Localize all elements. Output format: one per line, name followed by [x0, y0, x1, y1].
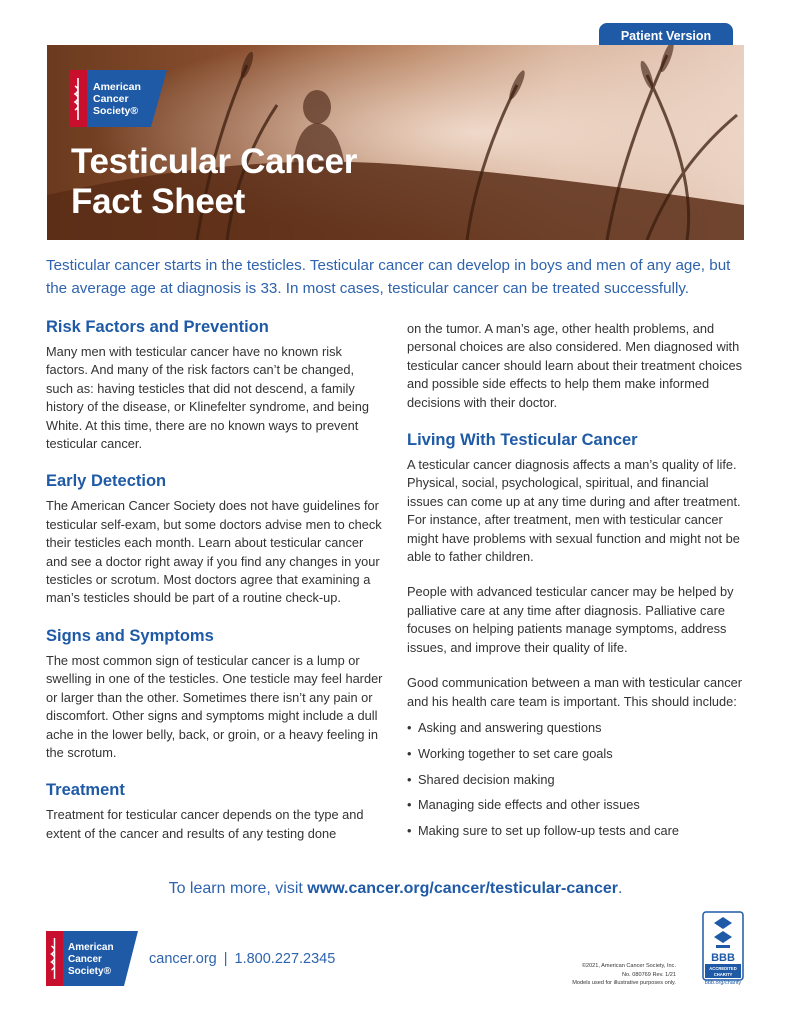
heading-early-detection: Early Detection [46, 472, 167, 491]
contact-divider: | [223, 951, 228, 967]
learn-more-suffix: . [617, 880, 623, 897]
section-treatment [46, 779, 384, 843]
body-treatment-start: Treatment for testicular cancer depends on the type and extent of the cancer and results of any testing done [46, 807, 364, 841]
bbb-line2: CHARITY [713, 972, 733, 977]
heading-risk-factors: Risk Factors and Prevention [46, 318, 269, 336]
acs-logo-footer [46, 931, 138, 986]
body-living-p2: People with advanced testicular cancer may be helped by palliative care at any time after diagnosis. Palliative care focuses on helping patients manage symptoms, address issues, and improve their quality of life. [407, 584, 734, 655]
contact-line [149, 951, 335, 967]
section-risk-factors [46, 316, 384, 453]
fine-print [544, 962, 676, 988]
learn-more-line [0, 880, 791, 898]
copyright: ©2021, American Cancer Society, Inc. [581, 963, 676, 969]
body-early-detection: The American Cancer Society does not have guidelines for testicular self-exam, but some doctors advise men to check their testicles each month. Learn about testicular cancer and see a doctor right away if you find any changes in your testicles or scrotum. Most doctors agree that examining a man’s testicles should be part of a routine check-up. [46, 498, 382, 606]
logo-line2: Cancer [93, 93, 129, 105]
heading-signs-symptoms: Signs and Symptoms [46, 626, 214, 645]
section-signs-symptoms [46, 625, 384, 762]
list-item: • Making sure to set up follow-up tests and care [407, 822, 745, 840]
models-disclaimer: Models used for illustrative purposes only. [572, 980, 676, 986]
hero-banner [47, 45, 744, 240]
list-item: • Working together to set care goals [407, 745, 745, 763]
communication-list [407, 719, 745, 841]
list-item: • Shared decision making [407, 771, 745, 789]
doc-number: No. 080769 Rev. 1/21 [621, 971, 676, 978]
body-living-p1: A testicular cancer diagnosis affects a man’s quality of life. Physical, social, psychological, spiritual, and financial issues can come up at any time during and after treatment. For instance, after treatment, men with testicular cancer might have problems with sexual function and might not be able to father children. [407, 457, 741, 565]
logo-line3: Society® [93, 105, 139, 117]
logo-line1: American [93, 81, 141, 93]
bbb-url[interactable]: bbb.org/charity [704, 980, 742, 986]
learn-more-link[interactable]: www.cancer.org/cancer/testicular-cancer [307, 880, 618, 897]
footer-logo-line2: Cancer [68, 954, 102, 965]
heading-treatment: Treatment [46, 781, 125, 800]
intro-paragraph: Testicular cancer starts in the testicles. Testicular cancer can develop in boys and men of any age, but the average age at diagnosis is 33. In most cases, testicular cancer can be treated successfully. [46, 257, 731, 297]
section-early-detection [46, 470, 384, 607]
page-title [71, 142, 357, 222]
footer-logo-line3: Society® [68, 966, 111, 977]
title-line2: Fact Sheet [71, 182, 245, 221]
bbb-letters: BBB [711, 952, 735, 964]
heading-living-with: Living With Testicular Cancer [407, 431, 638, 450]
body-risk-factors: Many men with testicular cancer have no known risk factors. And many of the risk factors can’t be changed, such as: having testicles that did not descend, a family history of the disease, or Klinefelter syndrome, and being White. At this time, there are no known ways to prevent testicular cancer. [46, 344, 369, 452]
learn-more-prefix: To learn more, visit [168, 880, 308, 897]
body-living-p3: Good communication between a man with testicular cancer and his health care team is important. This should include: [407, 675, 743, 709]
section-living-with [407, 429, 745, 840]
bbb-line1: ACCREDITED [709, 966, 737, 971]
list-item: • Asking and answering questions [407, 719, 745, 737]
acs-logo [69, 70, 167, 127]
body-signs-symptoms: The most common sign of testicular cancer is a lump or swelling in one of the testicles. One testicle may feel harder or larger than the other. Sometimes there isn’t any pain or discomfort. Other signs and symptoms might include a dull ache in the lower belly, back, or groin, or a heavy feeling in the scrotum. [46, 652, 383, 760]
site-link[interactable]: cancer.org [149, 951, 217, 967]
patient-version-badge: Patient Version [599, 23, 733, 47]
bbb-accredited-seal [702, 911, 744, 986]
phone-number[interactable]: 1.800.227.2345 [234, 951, 336, 967]
left-column [46, 316, 384, 860]
body-treatment-continued: on the tumor. A man’s age, other health problems, and personal choices are also considered. Men diagnosed with testicular cancer should learn about their treatment choices and possible side effects to help them make informed decisions with their doctor. [407, 321, 743, 410]
list-item: • Managing side effects and other issues [407, 796, 745, 814]
right-column [407, 320, 745, 848]
title-line1: Testicular Cancer [71, 142, 358, 181]
footer-logo-line1: American [68, 942, 114, 953]
